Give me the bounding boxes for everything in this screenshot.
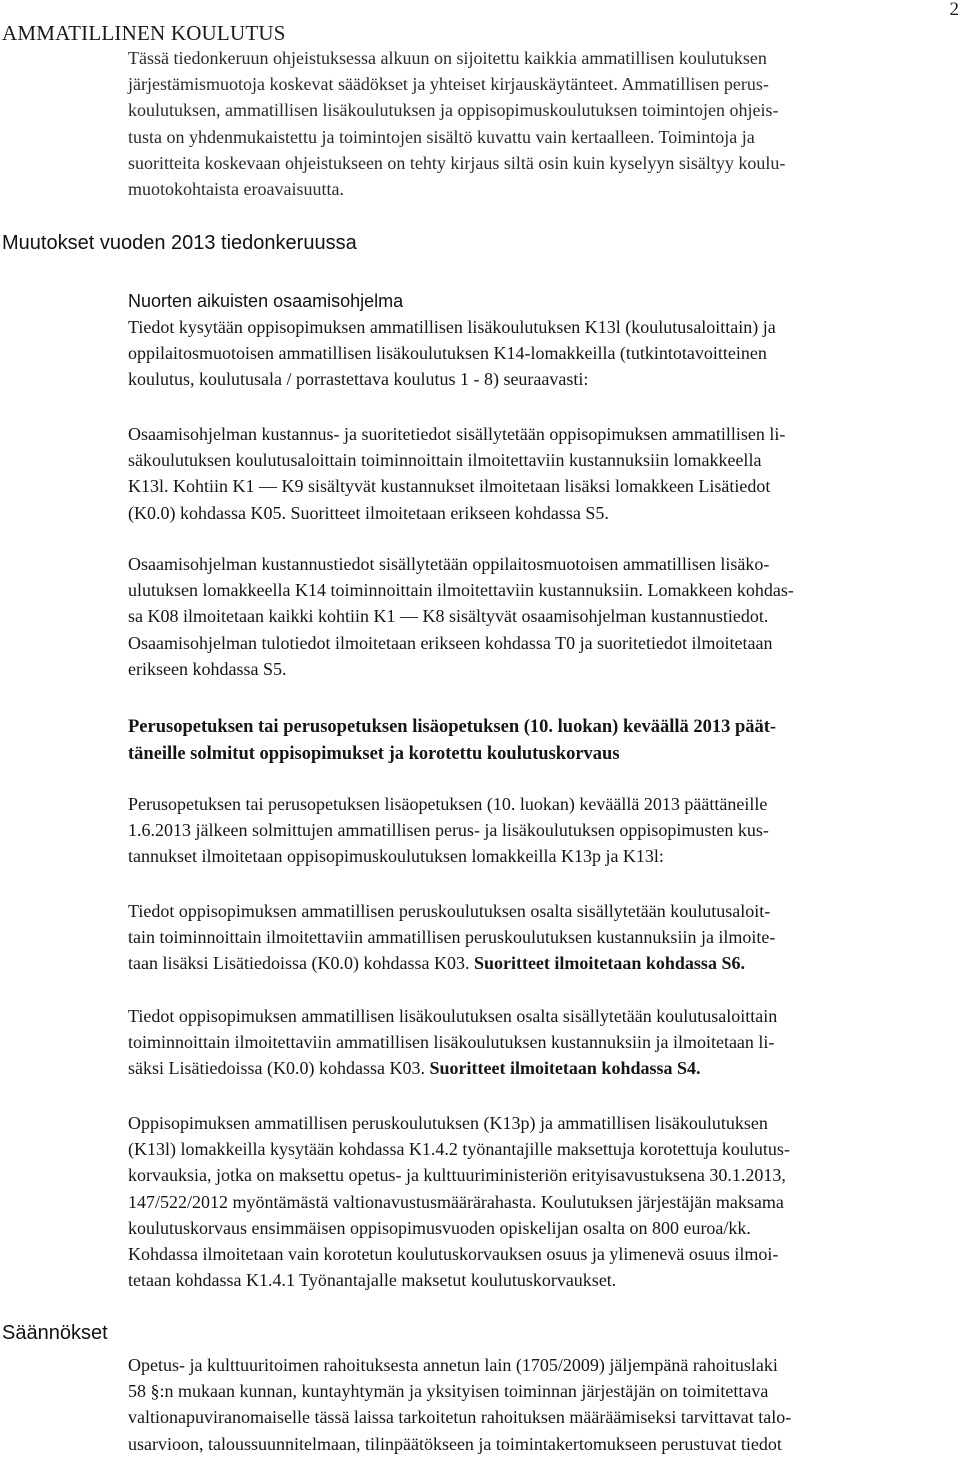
text-line: (K13l) lomakkeilla kysytään kohdassa K1.4.2 työnantajille maksettuja korotettuja koulutus-: [128, 1139, 790, 1160]
text-line: Oppisopimuksen ammatillisen peruskoulutuksen (K13p) ja ammatillisen lisäkoulutuksen: [128, 1113, 768, 1133]
text-line: erikseen kohdassa S5.: [128, 658, 287, 679]
text-fragment: säksi Lisätiedoissa (K0.0) kohdassa K03.: [128, 1058, 430, 1079]
text-line: 58 §:n mukaan kunnan, kuntayhtymän ja yksityisen toiminnan järjestäjän on toimitettava: [128, 1381, 769, 1402]
youth-adult-paragraph-3: [128, 551, 958, 682]
text-line: usarvioon, taloussuunnitelmaan, tilinpäätökseen ja toimintakertomukseen perustuvat tiedot: [128, 1433, 782, 1454]
text-line: [128, 1055, 958, 1081]
youth-adult-paragraph-2: [128, 421, 958, 526]
text-fragment: taan lisäksi Lisätiedoissa (K0.0) kohdassa K03.: [128, 953, 474, 974]
text-line: Opetus- ja kulttuuritoimen rahoituksesta annetun lain (1705/2009) jäljempänä rahoituslaki: [128, 1355, 778, 1375]
intro-line: muotokohtaista eroavaisuutta.: [128, 179, 344, 200]
youth-adult-title: Nuorten aikuisten osaamisohjelma: [128, 291, 404, 311]
text-line: K13l. Kohtiin K1 — K9 sisältyvät kustannukset ilmoitetaan lisäksi lomakkeen Lisätiedot: [128, 476, 771, 497]
text-line: valtionapuviranomaiselle tässä laissa tarkoitetun rahoituksen määräämiseksi tarvittavat talo-: [128, 1407, 792, 1428]
text-line: tain toiminnoittain ilmoitettaviin ammatillisen peruskoulutuksen kustannuksiin ja ilmoite-: [128, 927, 776, 948]
youth-adult-paragraph-1: [128, 314, 958, 393]
text-line: koulutus, koulutusala / porrastettava koulutus 1 - 8) seuraavasti:: [128, 369, 589, 390]
intro-line: tusta on yhdenmukaistettu ja toimintojen sisältö kuvattu vain kertaalleen. Toimintoja ja: [128, 126, 755, 147]
text-line: 1.6.2013 jälkeen solmittujen ammatillisen perus- ja lisäkoulutuksen oppisopimusten kus-: [128, 820, 769, 841]
text-line: ulutuksen lomakkeella K14 toiminnoittain ilmoitettaviin kustannuksiin. Lomakkeen kohdas-: [128, 580, 794, 601]
text-line: Tiedot kysytään oppisopimuksen ammatillisen lisäkoulutuksen K13l (koulutusaloittain) ja: [128, 317, 776, 337]
text-line: koulutuskorvaus ensimmäisen oppisopimusvuoden opiskelijan osalta on 800 euroa/kk.: [128, 1217, 751, 1238]
apprentice-paragraph-4: [128, 1110, 958, 1293]
text-line: [128, 950, 958, 976]
text-line: korvauksia, jotka on maksettu opetus- ja kulttuuriministeriön erityisavustuksena 30.1.2013,: [128, 1165, 786, 1186]
title-line: täneille solmitut oppisopimukset ja korotettu koulutuskorvaus: [128, 744, 620, 764]
text-line: Osaamisohjelman tulotiedot ilmoitetaan erikseen kohdassa T0 ja suoritetiedot ilmoitetaan: [128, 632, 773, 653]
text-line: Kohdassa ilmoitetaan vain korotetun koulutuskorvauksen osuus ja ylimenevä osuus ilmoi-: [128, 1244, 779, 1265]
text-line: Osaamisohjelman kustannustiedot sisällytetään oppilaitosmuotoisen ammatillisen lisäko-: [128, 554, 770, 574]
text-line: Osaamisohjelman kustannus- ja suoritetiedot sisällytetään oppisopimuksen ammatillisen li-: [128, 424, 786, 444]
text-line: tannukset ilmoitetaan oppisopimuskoulutuksen lomakkeilla K13p ja K13l:: [128, 846, 664, 867]
changes-section-heading: Muutokset vuoden 2013 tiedonkeruussa: [2, 232, 357, 254]
apprentice-section-title: [128, 714, 958, 768]
youth-adult-section: [128, 288, 958, 393]
text-line: Perusopetuksen tai perusopetuksen lisäopetuksen (10. luokan) keväällä 2013 päättäneille: [128, 794, 768, 814]
chapter-heading: AMMATILLINEN KOULUTUS: [2, 21, 286, 45]
text-line: tetaan kohdassa K1.4.1 Työnantajalle maksetut koulutuskorvaukset.: [128, 1270, 617, 1291]
text-line: (K0.0) kohdassa K05. Suoritteet ilmoitetaan erikseen kohdassa S5.: [128, 502, 609, 523]
emphasis-text: Suoritteet ilmoitetaan kohdassa S4.: [429, 1058, 701, 1079]
text-line: säkoulutuksen koulutusaloittain toiminnoittain ilmoitettaviin kustannuksiin lomakkeella: [128, 450, 762, 471]
text-line: toiminnoittain ilmoitettaviin ammatillisen lisäkoulutuksen kustannuksiin ja ilmoitetaan li-: [128, 1032, 775, 1053]
apprentice-paragraph-1: [128, 791, 958, 870]
regulations-paragraph: [128, 1352, 958, 1457]
text-line: 147/522/2012 myöntämästä valtionavustusmäärärahasta. Koulutuksen järjestäjän maksama: [128, 1191, 784, 1212]
intro-line: koulutuksen, ammatillisen lisäkoulutuksen ja oppisopimuskoulutuksen toimintojen ohjeis-: [128, 100, 779, 121]
intro-paragraph: [128, 45, 958, 202]
page-number: 2: [949, 0, 959, 20]
intro-line: järjestämismuotoja koskevat säädökset ja yhteiset kirjauskäytänteet. Ammatillisen perus-: [128, 74, 769, 95]
intro-line: suoritteita koskevaan ohjeistukseen on tehty kirjaus siltä osin kuin kyselyyn sisältyy koulu-: [128, 152, 786, 173]
text-line: Tiedot oppisopimuksen ammatillisen lisäkoulutuksen osalta sisällytetään koulutusaloittain: [128, 1006, 778, 1026]
emphasis-text: Suoritteet ilmoitetaan kohdassa S6.: [473, 953, 745, 974]
intro-line: Tässä tiedonkeruun ohjeistuksessa alkuun on sijoitettu kaikkia ammatillisen koulutuksen: [128, 48, 767, 68]
title-line: Perusopetuksen tai perusopetuksen lisäopetuksen (10. luokan) keväällä 2013 päät-: [128, 717, 777, 737]
regulations-section-heading: Säännökset: [2, 1322, 108, 1344]
text-line: Tiedot oppisopimuksen ammatillisen peruskoulutuksen osalta sisällytetään koulutusaloit-: [128, 901, 771, 921]
text-line: sa K08 ilmoitetaan kaikki kohtiin K1 — K8 sisältyvät osaamisohjelman kustannustiedot.: [128, 606, 769, 627]
text-line: oppilaitosmuotoisen ammatillisen lisäkoulutuksen K14-lomakkeilla (tutkintotavoitteinen: [128, 343, 767, 364]
apprentice-paragraph-2: [128, 898, 958, 977]
apprentice-paragraph-3: [128, 1003, 958, 1082]
